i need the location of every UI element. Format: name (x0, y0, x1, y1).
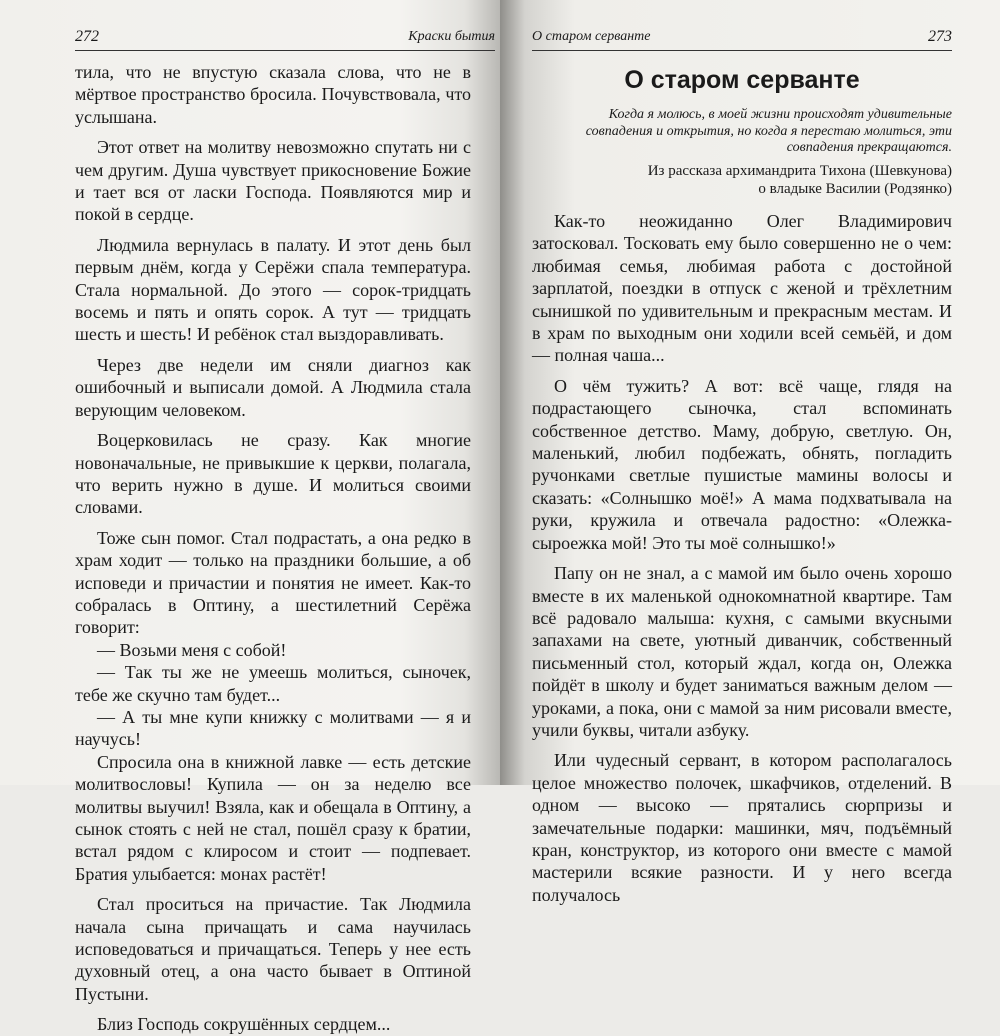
paragraph: О чём тужить? А вот: всё чаще, глядя на подрастающего сыночка, стал вспоминать собственное детство. Маму, добрую, светлую. Он, маленький, любил подбежать, обнять, погладить ручонками светлые пушистые мамины волосы и сказать: «Солнышко моё!» А мама подхватывала на руки, кружила и отвечала радостно: «Олежка-сыроежка мой! Это ты моё солнышко!» (532, 375, 952, 553)
right-running-head (532, 28, 952, 51)
dialogue-line: — Возьми меня с собой! (97, 639, 287, 660)
epigraph: Когда я молюсь, в моей жизни происходят удивительные совпадения и открытия, но когда я перестаю молиться, эти совпадения прекращаются. (585, 107, 952, 155)
running-title: Краски бытия (408, 29, 495, 44)
paragraph: Близ Господь сокрушённых сердцем... (97, 1014, 391, 1035)
page-number: 272 (75, 28, 99, 45)
paragraph: Воцерковилась не сразу. Как многие новоначальные, не привыкшие к церкви, полагала, что верить нужно в душе. И молиться своими словами. (75, 430, 471, 518)
paragraph: Этот ответ на молитву невозможно спутать ни с чем другим. Душа чувствует прикосновение Божие и тает вся от ласки Господа. Появляются мир и покой в сердце. (75, 137, 471, 225)
running-title: О старом серванте (532, 29, 651, 44)
paragraph: Людмила вернулась в палату. И этот день был первым днём, когда у Серёжи спала температура. Стала нормальной. До этого — сорок-тридцать восемь и пять и опять сорок. А тут — тридцать шесть и шесть! И ребёнок стал выздоравливать. (75, 234, 471, 345)
paragraph: Стал проситься на причастие. Так Людмила начала сына причащать и сама научилась исповедоваться и причащаться. Теперь у нее есть духовный отец, а она часто бывает в Оптиной Пустыни. (75, 894, 471, 1004)
paragraph: Спросила она в книжной лавке — есть детские молитвословы! Купила — он за неделю все молитвы выучил! Взяла, как и обещала в Оптину, а сынок стоять с ней не стал, пошёл сразу к братии, встал рядом с клиросом и стоит — подпевает. Братия улыбается: монах растёт! (75, 751, 471, 884)
paragraph: Через две недели им сняли диагноз как ошибочный и выписали домой. А Людмила стала верующим человеком. (75, 354, 471, 420)
chapter-title: О старом серванте (624, 66, 860, 94)
paragraph: тила, что не впустую сказала слова, что не в мёртвое пространство бросила. Почувствовала, что услышана. (75, 62, 471, 127)
paragraph: Тоже сын помог. Стал подрастать, а она редко в храм ходит — только на праздники большие, а об исповеди и причастии и понятия не имеет. Как-то собралась в Оптину, а шестилетний Серёжа говорит: (75, 527, 471, 638)
page-number: 273 (928, 28, 952, 45)
paragraph: Папу он не знал, а с мамой им было очень хорошо вместе в их маленькой однокомнатной квартире. Там всё радовало малыша: кухня, с самыми вкусными запахами на свете, уютный диванчик, собственный письменный стол, который ждал, когда он, Олежка пойдёт в школу и будет заниматься важным делом — уроками, а пока, они с мамой за ним рисовали вместе, учили буквы, читали азбуку. (532, 563, 952, 740)
epigraph-source (580, 162, 952, 198)
left-body-text (75, 61, 471, 1036)
left-running-head (75, 28, 495, 51)
left-page (0, 0, 500, 1035)
source-line: о владыке Василии (Родзянко) (758, 181, 952, 197)
paragraph: Или чудесный сервант, в котором располагалось целое множество полочек, шкафчиков, отделений. В одном — высоко — прятались сюрпризы и замечательные подарки: машинки, мяч, подъёмный кран, конструктор, из которого они вместе с мамой мастерили всякие разности. И у него всегда получалось (532, 750, 952, 905)
paragraph: Как-то неожиданно Олег Владимирович затосковал. Тосковать ему было совершенно не о чем: любимая семья, любимая работа с достойной зарплатой, поездки в отпуск с женой и трёхлетним сынишкой по удивительным и прекрасным местам. И в храм по выходным они ходили всей семьёй, и дом — полная чаша... (532, 211, 952, 366)
right-page (500, 0, 1000, 905)
dialogue-line: — Так ты же не умеешь молиться, сыночек, тебе же скучно там будет... (75, 662, 471, 705)
dialogue-line: — А ты мне купи книжку с молитвами — я и научусь! (75, 706, 471, 750)
source-line: Из рассказа архимандрита Тихона (Шевкунова) (647, 163, 952, 179)
right-body-text (532, 210, 952, 906)
